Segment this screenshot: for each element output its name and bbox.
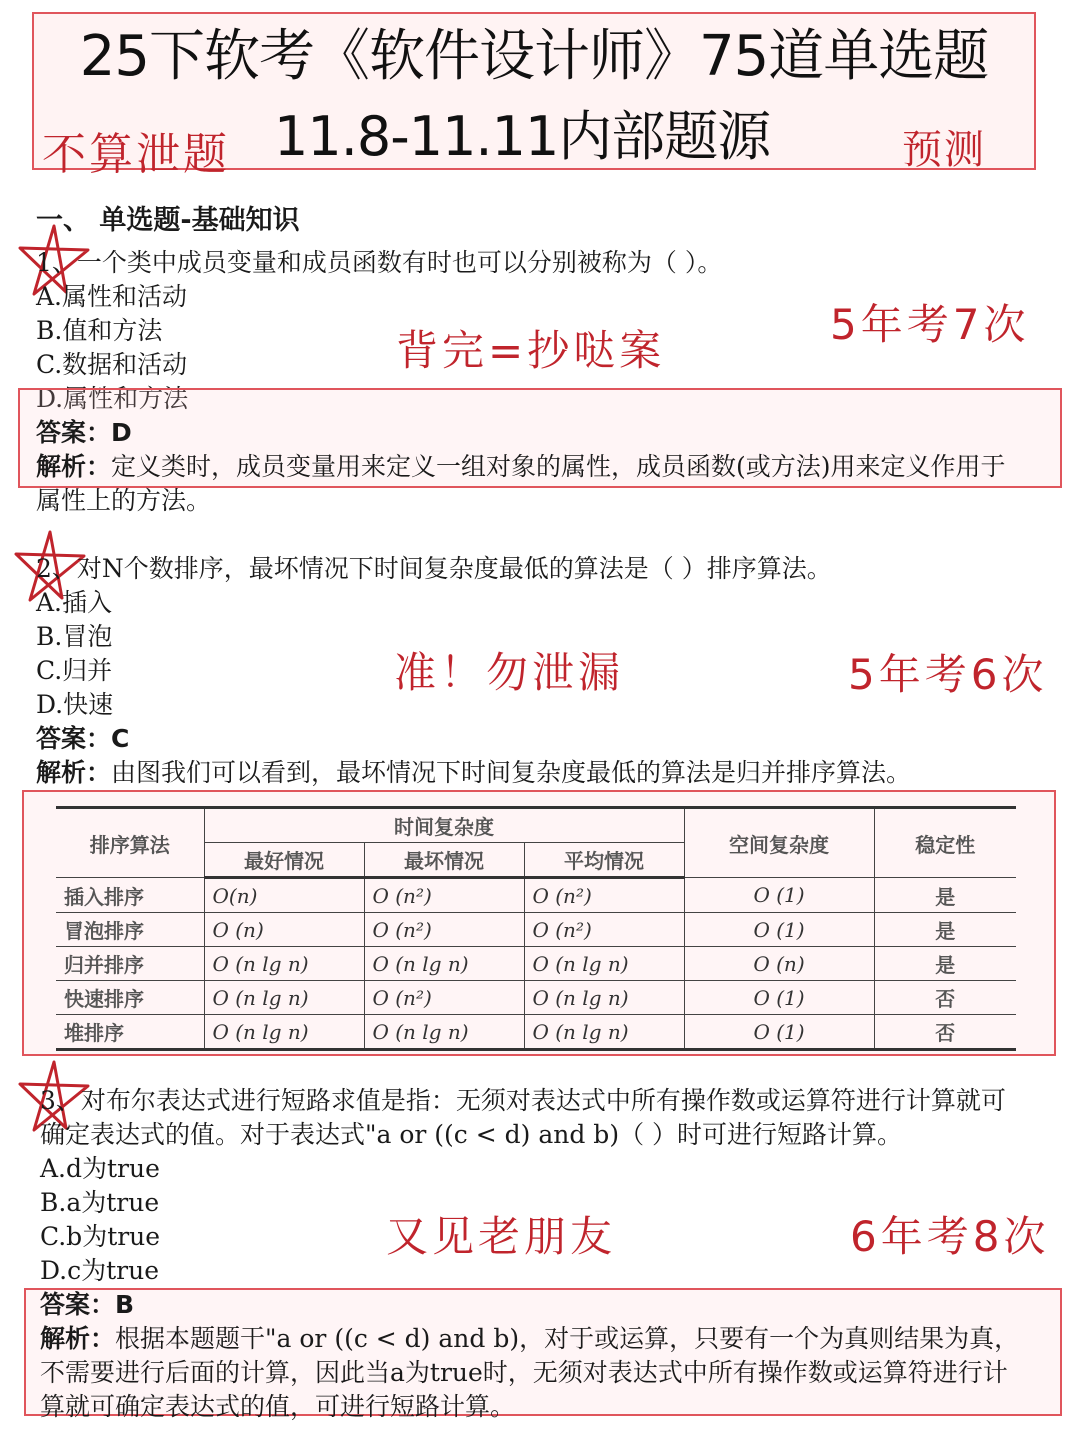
answer-value: B [115,1290,135,1319]
table-cell: O (1) [684,913,874,947]
answer-label: 答案： [40,1290,116,1319]
table-cell: O (n lg n) [524,947,684,981]
handwritten-annotation: 准！勿泄漏 [394,648,625,697]
question-1-stem: 1、一个类中成员变量和成员函数有时也可以分别被称为（ ）。 [36,248,723,277]
table-row [56,1015,1016,1050]
question-3-answer [40,1288,134,1322]
table-cell: 归并排序 [56,947,204,981]
table-cell: O (n²) [524,913,684,947]
table-cell: O (n lg n) [204,947,364,981]
handwritten-note-right: 预测 [902,127,986,173]
question-2-analysis [36,756,911,790]
analysis-line: 由图我们可以看到，最坏情况下时间复杂度最低的算法是归并排序算法。 [111,758,912,787]
question-1-option-c: C.数据和活动 [36,350,188,379]
table-cell: O (n lg n) [364,947,524,981]
question-3-stem: 3、对布尔表达式进行短路求值是指：无须对表达式中所有操作数或运算符进行计算就可 [40,1086,1006,1115]
table-cell: 否 [874,1015,1016,1050]
col-header-algorithm: 排序算法 [56,808,204,878]
question-1-option-d: D.属性和方法 [36,384,189,413]
answer-label: 答案： [36,724,112,753]
analysis-line: 定义类时，成员变量用来定义一组对象的属性，成员函数(或方法)用来定义作用于 [111,452,1006,481]
question-3-analysis-cont: 算就可确定表达式的值，可进行短路计算。 [40,1392,516,1421]
table-cell: O (1) [684,1015,874,1050]
question-1-answer [36,416,132,450]
question-2-option-d: D.快速 [36,690,114,719]
question-1-option-b: B.值和方法 [36,316,163,345]
question-3-option-a: A.d为true [40,1154,160,1183]
analysis-label: 解析： [36,758,112,787]
table-cell: O (n²) [524,878,684,913]
col-header-time: 时间复杂度 [204,808,684,843]
handwritten-note-left: 不算泄题 [42,129,230,180]
col-header-worst: 最坏情况 [364,843,524,878]
question-3-analysis-cont: 不需要进行后面的计算，因此当a为true时，无须对表达式中所有操作数或运算符进行计 [40,1358,1008,1387]
question-3-option-c: C.b为true [40,1222,161,1251]
table-cell: 快速排序 [56,981,204,1015]
question-3-stem-cont: 确定表达式的值。对于表达式"a or ((c < d) and b)（ ）时可进行短路计算。 [40,1120,903,1149]
col-header-average: 平均情况 [524,843,684,878]
col-header-best: 最好情况 [204,843,364,878]
handwritten-frequency: 5年考6次 [848,650,1048,699]
table-cell: O(n) [204,878,364,913]
table-cell: O (n lg n) [204,981,364,1015]
col-header-stability: 稳定性 [874,808,1016,878]
table-cell: O (n lg n) [204,1015,364,1050]
table-cell: 插入排序 [56,878,204,913]
table-cell: 是 [874,878,1016,913]
question-2-option-c: C.归并 [36,656,113,685]
handwritten-annotation: 又见老朋友 [386,1212,617,1261]
complexity-table [56,806,1016,1051]
table-row [56,981,1016,1015]
table-cell: 是 [874,947,1016,981]
question-3-option-d: D.c为true [40,1256,159,1285]
handwritten-annotation: 背完=抄哒案 [396,326,666,375]
analysis-label: 解析： [36,452,112,481]
table-cell: 否 [874,981,1016,1015]
header-banner [32,12,1036,180]
table-cell: O (n lg n) [364,1015,524,1050]
page-title: 25下软考《软件设计师》75道单选题 [79,24,989,89]
question-1-option-a: A.属性和活动 [36,282,188,311]
col-header-space: 空间复杂度 [684,808,874,878]
table-cell: O (n) [204,913,364,947]
table-row [56,913,1016,947]
question-2-option-b: B.冒泡 [36,622,113,651]
handwritten-frequency: 6年考8次 [850,1212,1050,1261]
question-2-option-a: A.插入 [36,588,113,617]
page-subtitle: 11.8-11.11内部题源 [274,105,771,168]
table-cell: O (1) [684,878,874,913]
table-cell: O (n lg n) [524,1015,684,1050]
table-row [56,947,1016,981]
table-cell: 是 [874,913,1016,947]
answer-value: D [111,418,132,447]
table-cell: O (n²) [364,913,524,947]
table-cell: O (1) [684,981,874,1015]
question-3-option-b: B.a为true [40,1188,160,1217]
answer-label: 答案： [36,418,112,447]
table-cell: 冒泡排序 [56,913,204,947]
answer-value: C [111,724,130,753]
question-2-stem: 2、对N个数排序，最坏情况下时间复杂度最低的算法是（ ）排序算法。 [36,554,832,583]
question-3-analysis [40,1322,1019,1356]
question-2-answer [36,722,129,756]
table-cell: O (n²) [364,878,524,913]
analysis-label: 解析： [40,1324,116,1353]
table-cell: O (n²) [364,981,524,1015]
complexity-table-container [56,806,1016,1045]
table-cell: O (n) [684,947,874,981]
question-1-analysis [36,450,1006,484]
analysis-line: 根据本题题干"a or ((c < d) and b)，对于或运算，只要有一个为真则结果为真， [115,1324,1020,1353]
handwritten-frequency: 5年考7次 [830,300,1030,349]
section-title: 一、 单选题-基础知识 [36,205,300,236]
question-1-analysis-cont: 属性上的方法。 [36,486,212,515]
table-row [56,878,1016,913]
table-cell: O (n lg n) [524,981,684,1015]
table-cell: 堆排序 [56,1015,204,1050]
